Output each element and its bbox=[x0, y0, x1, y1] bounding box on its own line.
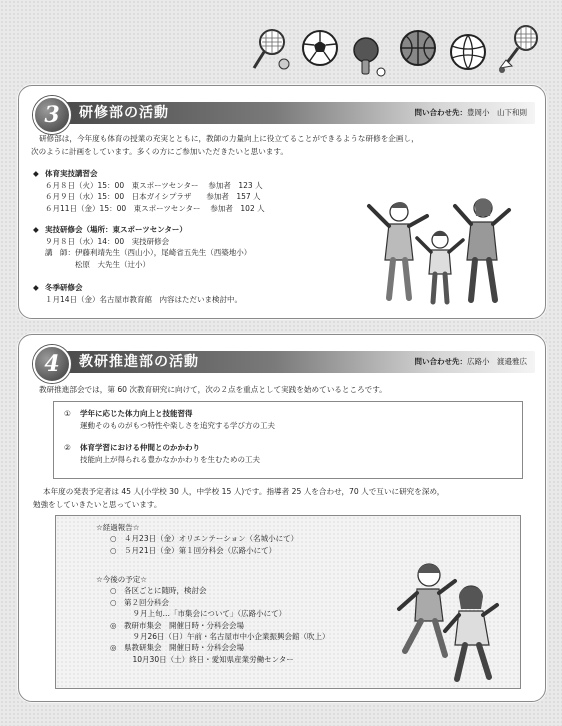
diamond-bullet-icon: ◆ bbox=[33, 169, 39, 178]
sports-icons-row bbox=[240, 22, 550, 82]
plan-row: ９月上旬…「市集会について」（広路小にて） bbox=[110, 609, 287, 619]
progress-report bbox=[96, 522, 298, 556]
running-children-illustration bbox=[387, 557, 507, 687]
section-4-number: 4 bbox=[33, 345, 71, 383]
stretching-people-illustration bbox=[365, 190, 515, 312]
point-heading: 体育学習における仲間とのかかわり bbox=[80, 443, 200, 452]
item-row: １月14日（金）名古屋市教育館 内容はただいま検討中。 bbox=[45, 294, 243, 304]
section-3-number: 3 bbox=[33, 96, 71, 134]
focus-point-2 bbox=[64, 442, 260, 466]
point-marker: ① bbox=[64, 409, 71, 418]
upcoming-schedule bbox=[96, 574, 330, 665]
contact-value: 広路小 渡邉雅広 bbox=[467, 357, 527, 366]
report-row: ○ ５月21日（金）第１回分科会（広路小にて） bbox=[110, 545, 277, 555]
presenters-paragraph bbox=[33, 485, 541, 511]
plan-row: ◎ 教研市集会 開催日時・分科会会場 bbox=[110, 620, 245, 630]
report-row: ○ ４月23日（金）オリエンテーション（名城小にて） bbox=[110, 534, 299, 544]
section-3-panel bbox=[18, 85, 546, 319]
tennis-racket-icon bbox=[250, 28, 290, 74]
item-practical-training bbox=[33, 224, 251, 270]
item-winter-training bbox=[33, 282, 242, 305]
item-row: ６月８日（火）15：00 東スポーツセンター 参加者 123 人 bbox=[45, 180, 263, 190]
diamond-bullet-icon: ◆ bbox=[33, 225, 39, 234]
section-4-panel bbox=[18, 334, 546, 702]
point-body: 運動そのものがもつ特性や楽しさを追究する学び方の工夫 bbox=[80, 421, 275, 430]
paragraph-line-1: 本年度の発表予定者は 45 人(小学校 30 人，中学校 15 人)です。指導者 25 人を合わせ，70 人で互いに研究を深め， bbox=[43, 487, 445, 496]
section-4-contact bbox=[415, 355, 528, 369]
plan-title: ☆今後の予定☆ bbox=[96, 575, 147, 584]
point-body: 技能向上が得られる豊かなかかわりを生むための工夫 bbox=[80, 455, 260, 464]
focus-points-box bbox=[53, 401, 523, 479]
item-row: ６月９日（水）15：00 日本ガイシプラザ 参加者 157 人 bbox=[45, 192, 261, 202]
basketball-icon bbox=[398, 28, 438, 68]
section-4-title: 教研推進部の活動 bbox=[79, 354, 199, 370]
badminton-racket-icon bbox=[496, 24, 542, 76]
item-row: 松原 大先生（辻小） bbox=[45, 259, 150, 269]
section-3-header bbox=[33, 98, 535, 126]
section-3-title: 研修部の活動 bbox=[79, 105, 169, 121]
point-marker: ② bbox=[64, 443, 71, 452]
item-row: ６月11日（金）15：00 東スポーツセンター 参加者 102 人 bbox=[45, 203, 265, 213]
section-3-intro bbox=[31, 132, 539, 158]
item-skills-workshop bbox=[33, 168, 265, 214]
report-title: ☆経過報告☆ bbox=[96, 523, 140, 532]
paragraph-line-2: 勉強をしていきたいと思っています。 bbox=[33, 500, 162, 509]
plan-row: ○ 各区ごとに随時，検討会 bbox=[110, 586, 207, 596]
intro-line-2: 次のように計画をしています。多くの方にご参加いただきたいと思います。 bbox=[31, 147, 288, 156]
plan-row: ９月26日（日）午前・名古屋市中小企業振興会館（吹上） bbox=[110, 632, 330, 642]
plan-row: ○ 第２回分科会 bbox=[110, 597, 170, 607]
section-4-header bbox=[33, 347, 535, 375]
section-3-contact bbox=[415, 106, 528, 120]
item-row: 講 師：伊藤利靖先生（西山小），尾崎省五先生（西築地小） bbox=[45, 248, 252, 258]
diamond-bullet-icon: ◆ bbox=[33, 283, 39, 292]
contact-label: 問い合わせ先： bbox=[414, 357, 467, 366]
contact-label: 問い合わせ先： bbox=[414, 108, 467, 117]
section-4-intro: 教研推進部会では，第 60 次教育研究に向けて，次の２点を重点として実践を始めているところです。 bbox=[39, 385, 387, 394]
focus-point-1 bbox=[64, 408, 275, 432]
plan-row: 10月30日（土）終日・愛知県産業労働センター bbox=[110, 654, 294, 664]
item-heading: 実技研修会（場所：東スポーツセンター） bbox=[45, 225, 187, 234]
item-row: ９月８日（水）14：00 実技研修会 bbox=[45, 236, 170, 246]
contact-value: 豊岡小 山下和則 bbox=[467, 108, 527, 117]
soccer-ball-icon bbox=[300, 28, 340, 68]
point-heading: 学年に応じた体力向上と技能習得 bbox=[80, 409, 193, 418]
item-heading: 冬季研修会 bbox=[45, 283, 83, 292]
ping-pong-paddle-icon bbox=[348, 34, 388, 80]
item-heading: 体育実技講習会 bbox=[45, 169, 98, 178]
volleyball-icon bbox=[448, 32, 488, 72]
plan-row: ◎ 県教研集会 開催日時・分科会会場 bbox=[110, 643, 245, 653]
intro-line-1: 研修部は，今年度も体育の授業の充実とともに，教師の力量向上に役立てることができるような研修を企画し， bbox=[39, 134, 419, 143]
